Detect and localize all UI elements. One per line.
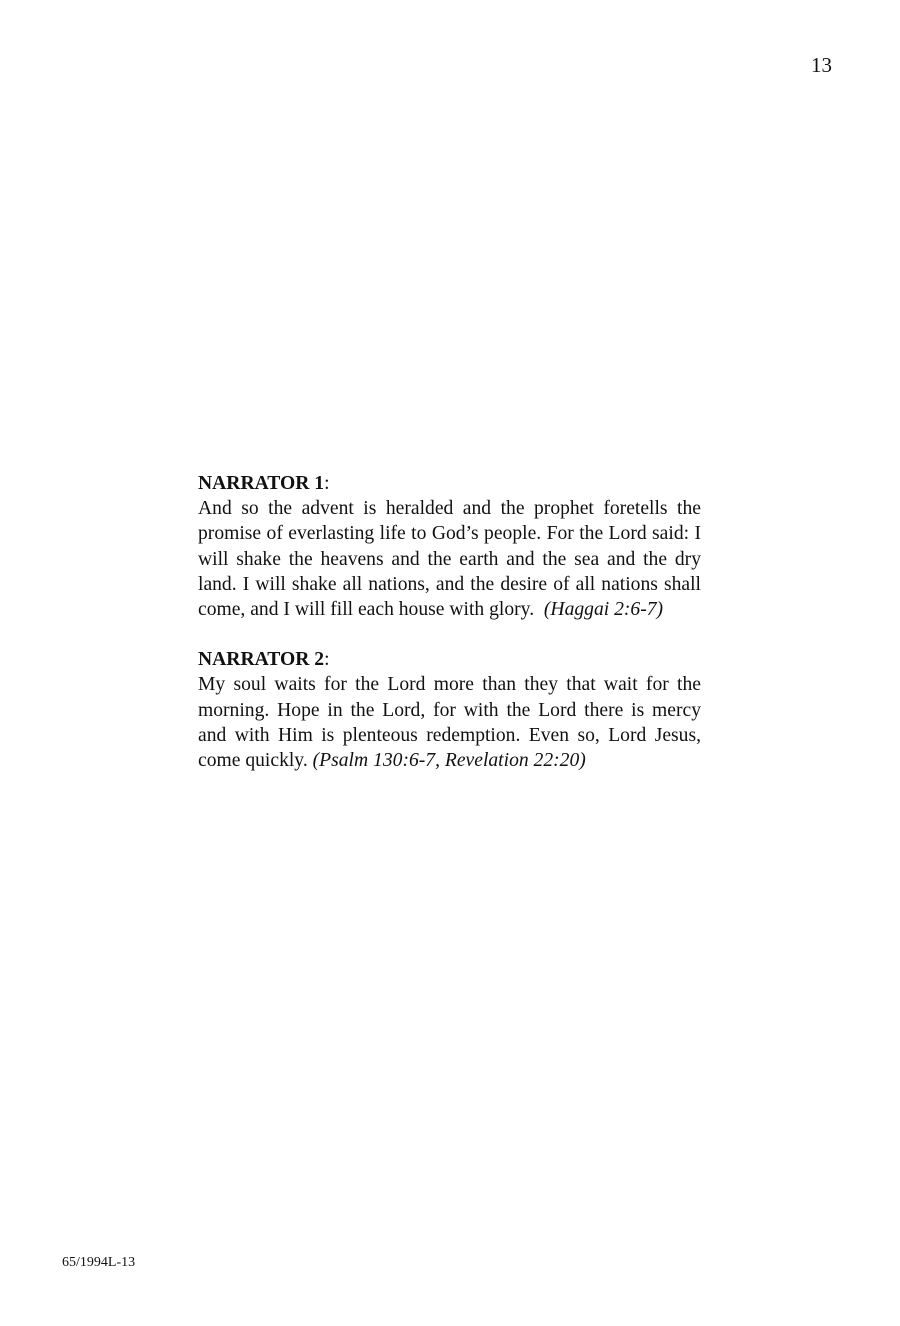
script-content — [198, 471, 701, 773]
narrator-2-passage — [198, 672, 701, 773]
page-number: 13 — [811, 53, 832, 77]
footer-code: 65/1994L-13 — [62, 1255, 136, 1270]
speaker-colon: : — [324, 473, 330, 494]
speaker-name: NARRATOR 1 — [198, 473, 325, 494]
passage-text: And so the advent is heralded and the prophet foretells the promise of everlasting life to God’s people. For the Lord said: I will shake the heavens and the earth and the sea and the dry land. I will shake all nations, and the desire of all nations shall come, and I will fill each house with glory. — [198, 498, 701, 621]
speaker-heading-narrator-2 — [198, 647, 701, 672]
scripture-reference: (Haggai 2:6-7) — [543, 599, 664, 621]
speaker-name: NARRATOR 2 — [198, 649, 325, 671]
narrator-1-passage — [198, 496, 701, 622]
scripture-reference: (Psalm 130:6-7, Revelation 22:20) — [312, 750, 586, 772]
speaker-colon: : — [324, 649, 330, 671]
speaker-heading-narrator-1 — [198, 471, 701, 496]
passage-text: My soul waits for the Lord more than they that wait for the morning. Hope in the Lord, for with the Lord there is mercy and with Him is plenteous redemption. Even so, Lord Jesus, come quickly. — [198, 674, 701, 772]
